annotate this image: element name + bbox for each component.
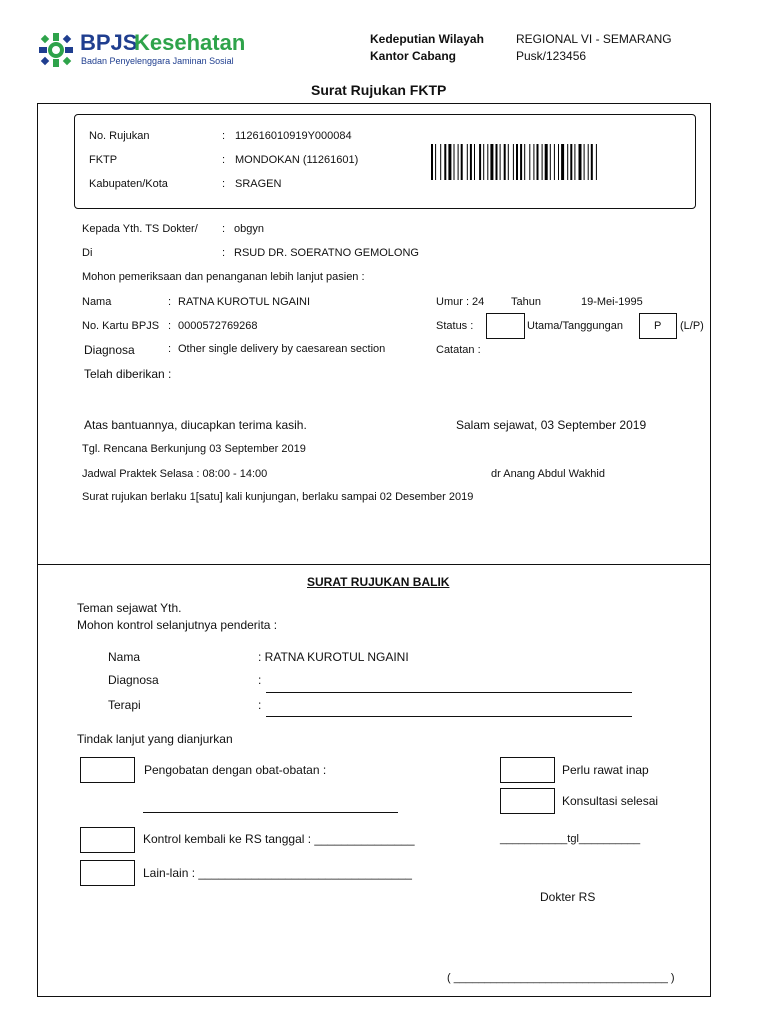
kab-label: Kabupaten/Kota — [89, 178, 168, 190]
kartu-label: No. Kartu BPJS — [82, 320, 160, 332]
rawat-inap-checkbox[interactable] — [500, 757, 555, 783]
balik-diagnosa-label: Diagnosa — [108, 673, 159, 687]
barcode — [431, 144, 687, 180]
obat-checkbox[interactable] — [80, 757, 135, 783]
salam-text: Salam sejawat, 03 September 2019 — [456, 418, 647, 432]
diagnosa-label: Diagnosa — [84, 343, 135, 357]
opt-kontrol-label: Kontrol kembali ke RS tanggal : _______________ — [143, 832, 415, 846]
kantor-label: Kantor Cabang — [370, 49, 457, 63]
kepada-label: Kepada Yth. TS Dokter/ — [82, 223, 198, 235]
gender-value: P — [654, 320, 662, 332]
atas-text: Atas bantuannya, diucapkan terima kasih. — [84, 418, 307, 432]
umur-label: Umur : 24 — [436, 296, 485, 308]
status-text: Utama/Tanggungan — [527, 320, 624, 332]
jadwal-text: Jadwal Praktek Selasa : 08:00 - 14:00 — [82, 468, 268, 480]
konsultasi-checkbox[interactable] — [500, 788, 555, 814]
fktp-label: FKTP — [89, 154, 118, 166]
bpjs-logo — [38, 30, 246, 70]
opt-obat-label: Pengobatan dengan obat-obatan : — [144, 763, 327, 777]
section-divider — [37, 564, 711, 565]
diagnosa-value: Other single delivery by caesarean section — [178, 343, 386, 355]
teman-text: Teman sejawat Yth. — [77, 601, 182, 615]
nama-label: Nama — [82, 296, 112, 308]
tgl-line: ___________tgl__________ — [500, 833, 641, 845]
sep: : — [222, 154, 226, 166]
status-box — [486, 313, 525, 339]
tahun-label: Tahun — [511, 296, 541, 308]
balik-nama-label: Nama — [108, 650, 141, 664]
mohon-text: Mohon pemeriksaan dan penanganan lebih lanjut pasien : — [82, 271, 365, 283]
signature-line: ( ___________________________________ ) — [447, 972, 675, 984]
dokter-rs-label: Dokter RS — [540, 890, 596, 904]
di-label: Di — [82, 247, 93, 259]
nama-value: RATNA KUROTUL NGAINI — [178, 296, 311, 308]
mohon-kontrol-text: Mohon kontrol selanjutnya penderita : — [77, 618, 278, 632]
kedeputian-label: Kedeputian Wilayah — [370, 32, 484, 46]
sep: : — [168, 320, 172, 332]
catatan-label: Catatan : — [436, 344, 481, 356]
form-border — [37, 103, 711, 997]
sep: : — [258, 698, 262, 712]
di-value: RSUD DR. SOERATNO GEMOLONG — [234, 247, 419, 259]
kedeputian-value: REGIONAL VI - SEMARANG — [516, 32, 672, 46]
status-label: Status : — [436, 320, 474, 332]
kepada-value: obgyn — [234, 223, 264, 235]
dokter-name: dr Anang Abdul Wakhid — [491, 468, 605, 480]
kontrol-checkbox[interactable] — [80, 827, 135, 853]
lain-checkbox[interactable] — [80, 860, 135, 886]
opt-rawat-label: Perlu rawat inap — [562, 763, 649, 777]
obat-fill-line — [143, 812, 398, 813]
balik-nama-value: : RATNA KUROTUL NGAINI — [258, 650, 409, 664]
sep: : — [222, 223, 226, 235]
sep: : — [222, 130, 226, 142]
gender-box — [639, 313, 677, 339]
berlaku-text: Surat rujukan berlaku 1[satu] kali kunjungan, berlaku sampai 02 Desember 2019 — [82, 491, 474, 503]
page-title: Surat Rujukan FKTP — [311, 82, 447, 98]
balik-title: SURAT RUJUKAN BALIK — [307, 575, 450, 589]
kab-value: SRAGEN — [235, 178, 282, 190]
tindak-text: Tindak lanjut yang dianjurkan — [77, 732, 233, 746]
bpjs-logo-icon — [38, 32, 74, 68]
gender-label: (L/P) — [680, 320, 704, 332]
sep: : — [222, 247, 226, 259]
logo-name-2: Kesehatan — [134, 30, 246, 55]
telah-label: Telah diberikan : — [84, 367, 172, 381]
no-rujukan-value: 112616010919Y000084 — [235, 130, 352, 142]
opt-lain-label: Lain-lain : ________________________________ — [143, 866, 412, 880]
logo-name: BPJS — [80, 30, 138, 55]
kantor-value: Pusk/123456 — [516, 49, 587, 63]
kartu-value: 0000572769268 — [178, 320, 258, 332]
sep: : — [168, 296, 172, 308]
terapi-fill-line — [266, 716, 632, 717]
diagnosa-fill-line — [266, 692, 632, 693]
rencana-text: Tgl. Rencana Berkunjung 03 September 2019 — [82, 443, 306, 455]
balik-terapi-label: Terapi — [108, 698, 141, 712]
sep: : — [168, 343, 172, 355]
sep: : — [258, 673, 262, 687]
fktp-value: MONDOKAN (11261601) — [235, 154, 359, 166]
sep: : — [222, 178, 226, 190]
opt-konsul-label: Konsultasi selesai — [562, 794, 659, 808]
logo-tagline: Badan Penyelenggara Jaminan Sosial — [81, 56, 234, 66]
no-rujukan-label: No. Rujukan — [89, 130, 150, 142]
tgl-lahir: 19-Mei-1995 — [581, 296, 643, 308]
